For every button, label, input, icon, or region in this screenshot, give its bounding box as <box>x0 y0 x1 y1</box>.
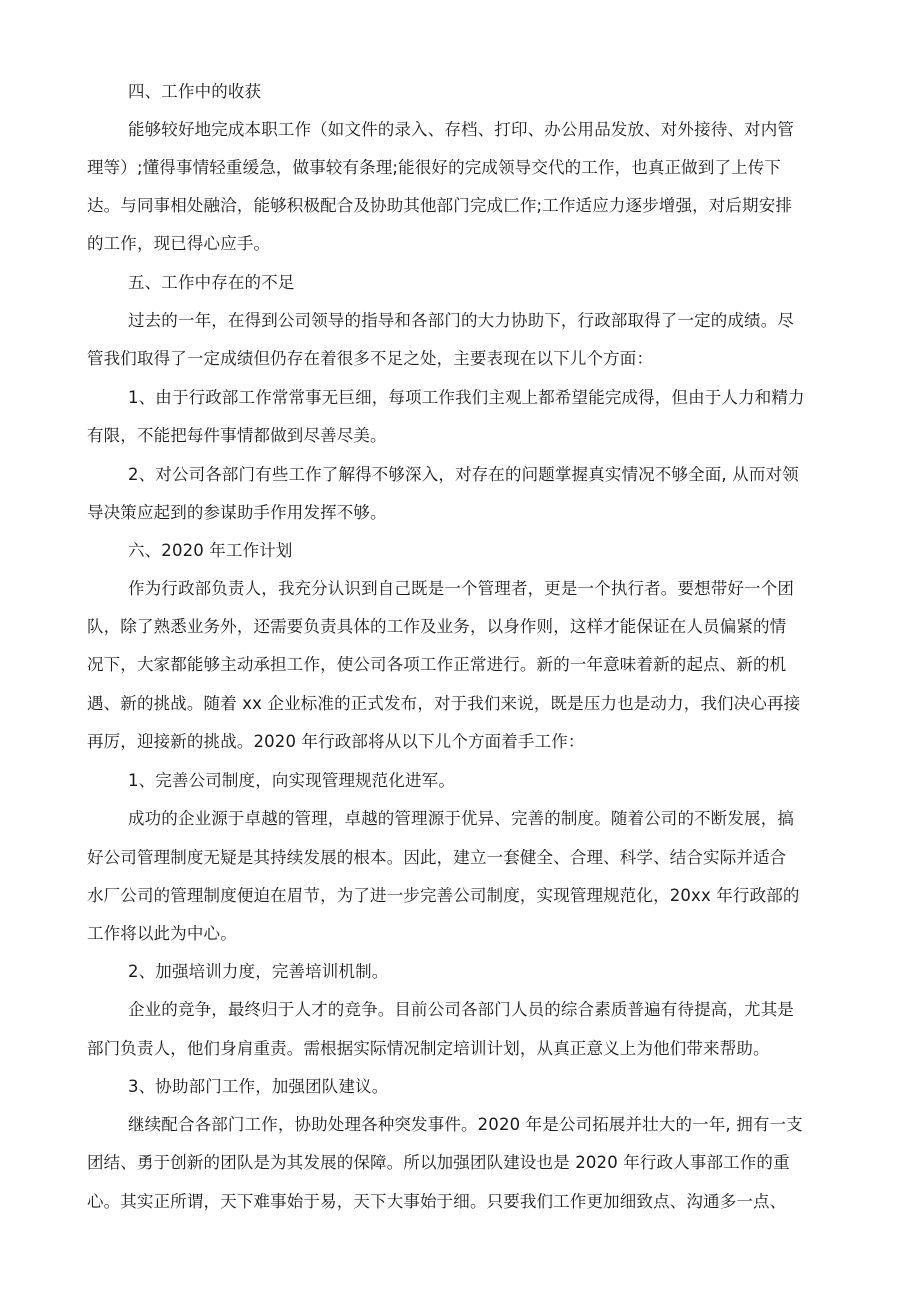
paragraph-line: 继续配合各部门工作，协助处理各种突发事件。2020 年是公司拓展并壮大的一年, 拥有一支 <box>128 1115 803 1134</box>
list-item-line: 1、完善公司制度，向实现管理规范化进军。 <box>128 771 455 790</box>
paragraph-line: 企业的竞争，最终归于人才的竞争。目前公司各部门人员的综合素质普遍有待提高，尤其是 <box>128 1000 794 1019</box>
paragraph-line: 遇、新的挑战。随着 xx 企业标准的正式发布，对于我们来说，既是压力也是动力，我们决心再接 <box>87 694 801 713</box>
paragraph-line: 理等）;懂得事情轻重缓急，做事较有条理;能很好的完成领导交代的工作，也真正做到了上传下 <box>87 158 782 177</box>
paragraph-line: 再厉，迎接新的挑战。2020 年行政部将从以下儿个方面着手工作： <box>87 732 585 751</box>
paragraph-line: 的工作，现已得心应手。 <box>87 234 271 253</box>
paragraph-line: 水厂公司的管理制度便迫在眉节，为了进一步完善公司制度，实现管理规范化，20xx 年行政部的 <box>87 886 800 905</box>
list-item-line: 导决策应起到的参谋助手作用发挥不够。 <box>87 503 387 522</box>
section-heading-shortcomings: 五、工作中存在的不足 <box>128 273 295 292</box>
paragraph-line: 达。与同事相处融洽，能够积极配合及协助其他部门完成匚作;工作适应力逐步增强，对后期安排 <box>87 196 793 215</box>
list-item-line: 3、协助部门工作，加强团队建议。 <box>128 1077 389 1096</box>
list-item-line: 2、加强培训力度，完善培训机制。 <box>128 962 389 981</box>
paragraph-line: 况下，大家都能够主动承担工作，使公司各项工作正常进行。新的一年意味着新的起点、新的机 <box>87 655 787 674</box>
paragraph-line: 团结、勇于创新的团队是为其发展的保障。所以加强团队建设也是 2020 年行政人事部工作的重 <box>87 1153 790 1172</box>
section-heading-harvest: 四、工作中的收获 <box>128 82 262 101</box>
section-heading-plan: 六、2020 年工作计划 <box>128 541 293 560</box>
paragraph-line: 过去的一年，在得到公司领导的指导和各部门的大力协助下，行政部取得了一定的成绩。尽 <box>128 311 794 330</box>
list-item-line: 2、对公司各部门有些工作了解得不够深入，对存在的问题掌握真实情况不够全面, 从而对领 <box>128 465 799 484</box>
paragraph-line: 好公司管理制度无疑是其持续发展的根本。因此，建立一套健全、合理、科学、结合实际并适合 <box>87 848 787 867</box>
paragraph-line: 心。其实正所谓，天下难事始于易，天下大事始于细。只要我们工作更加细致点、沟通多一点、 <box>87 1192 787 1211</box>
paragraph-line: 成功的企业源于卓越的管理，卓越的管理源于优异、完善的制度。随着公司的不断发展，搞 <box>128 809 794 828</box>
paragraph-line: 作为行政部负责人，我充分认识到自己既是一个管理者，更是一个执行者。要想带好一个团 <box>128 579 794 598</box>
paragraph-line: 管我们取得了一定成绩但仍存在着很多不足之处，主要表现在以下儿个方面： <box>87 349 654 368</box>
paragraph-line: 队，除了熟悉业务外，还需要负责具体的工作及业务，以身作则，这样才能保证在人员偏紧的情 <box>87 617 787 636</box>
list-item-line: 有限，不能把每件事情都做到尽善尽美。 <box>87 426 387 445</box>
paragraph-line: 部门负责人，他们身肩重责。需根据实际情况制定培训计划，从真正意义上为他们带来帮助。 <box>87 1039 770 1058</box>
paragraph-line: 工作将以此为中心。 <box>87 924 237 943</box>
paragraph-line: 能够较好地完成本职工作（如文件的录入、存档、打印、办公用品发放、对外接待、对内管 <box>128 120 794 139</box>
list-item-line: 1、由于行政部工作常常事无巨细，每项工作我们主观上都希望能完成得，但由于人力和精力 <box>128 388 805 407</box>
